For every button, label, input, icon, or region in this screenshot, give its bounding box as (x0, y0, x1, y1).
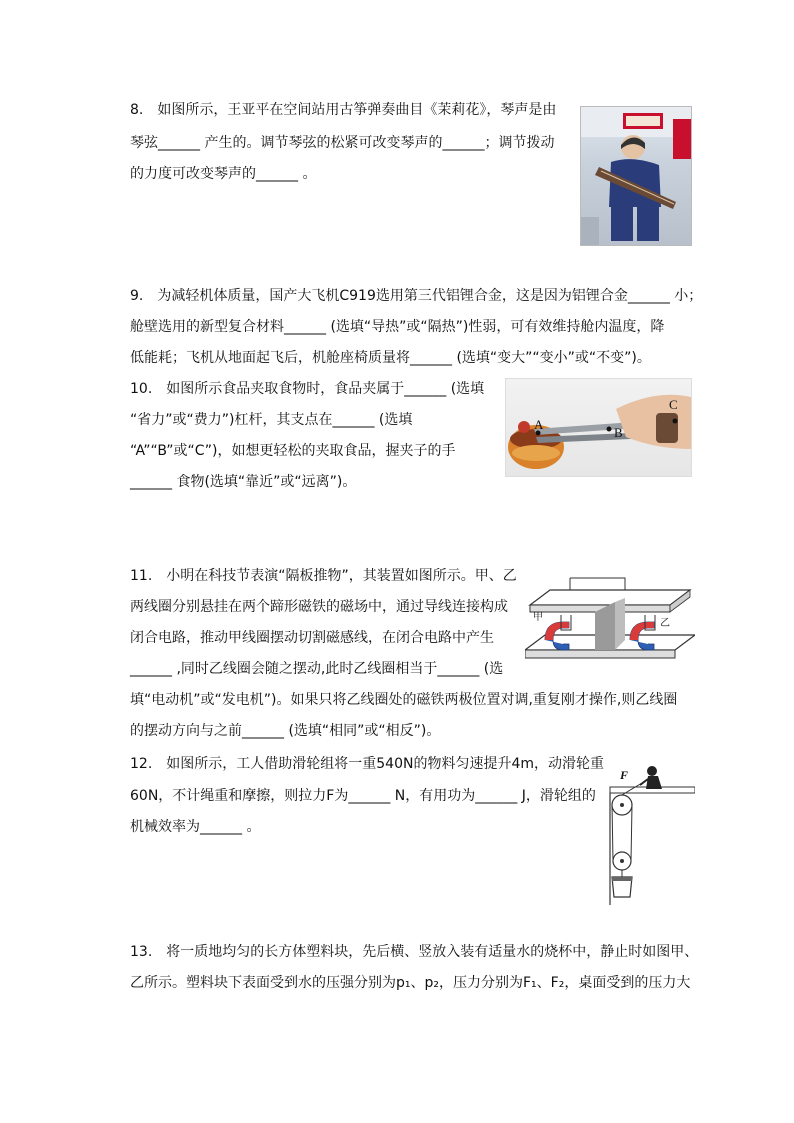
label-f: F (620, 768, 629, 782)
q12-line-1: 12. 如图所示，工人借助滑轮组将一重540N的物料匀速提升4m，动滑轮重 (130, 756, 605, 772)
magnets-coils-diagram (525, 570, 695, 670)
q10-line-4: ______ 食物(选填“靠近”或“远离”)。 (130, 474, 357, 490)
q11-line-3: 闭合电路，推动甲线圈摆动切割磁感线，在闭合电路中产生 (130, 630, 494, 646)
q9-line-3: 低能耗；飞机从地面起飞后，机舱座椅质量将______ (选填“变大”“变小”或“不变”)。 (130, 350, 651, 366)
label-jia: 甲 (533, 612, 543, 623)
q9-line-2: 舱壁选用的新型复合材料______ (选填“导热”或“隔热”)性弱，可有效维持舱内温度，降 (130, 319, 665, 335)
q11-line-4: ______ ,同时乙线圈会随之摆动,此时乙线圈相当于______ (选 (130, 661, 504, 677)
q11-line-2: 两线圈分别悬挂在两个蹄形磁铁的磁场中，通过导线连接构成 (130, 599, 508, 615)
q8-line-2: 琴弦______ 产生的。调节琴弦的松紧可改变琴声的______；调节拨动 (130, 135, 555, 151)
q11-line-1: 11. 小明在科技节表演“隔板推物”，其装置如图所示。甲、乙 (130, 568, 517, 584)
q12-line-2: 60N，不计绳重和摩擦，则拉力F为______ N，有用功为______ J，滑轮组的 (130, 788, 596, 804)
q10-line-3: “A”“B”或“C”)，如想更轻松的夹取食品，握夹子的手 (130, 443, 456, 459)
q13-line-1: 13. 将一质地均匀的长方体塑料块，先后横、竖放入装有适量水的烧杯中，静止时如图甲、 (130, 944, 699, 960)
q8-line-3: 的力度可改变琴声的______ 。 (130, 166, 317, 182)
q9-line-1: 9. 为减轻机体质量，国产大飞机C919选用第三代铝锂合金，这是因为铝锂合金______ 小； (130, 288, 703, 304)
tong-label-c: C (669, 397, 678, 412)
label-yi: 乙 (660, 618, 670, 629)
q8-line-1: 8. 如图所示，王亚平在空间站用古筝弹奏曲目《茉莉花》，琴声是由 (130, 102, 557, 118)
q10-line-1: 10. 如图所示食品夹取食物时，食品夹属于______ (选填 (130, 381, 485, 397)
q11-line-6: 的摆动方向与之前______ (选填“相同”或“相反”)。 (130, 723, 441, 739)
tong-label-a: A (534, 417, 544, 432)
q12-line-3: 机械效率为______ 。 (130, 819, 261, 835)
q10-line-2: “省力”或“费力”)杠杆，其支点在______ (选填 (130, 412, 413, 428)
tong-label-b: B (614, 425, 623, 440)
pulley-worker-diagram (600, 765, 695, 905)
q13-line-2: 乙所示。塑料块下表面受到水的压强分别为p₁、p₂，压力分别为F₁、F₂，桌面受到的压力大 (130, 975, 691, 991)
astronaut-guzheng-photo (580, 106, 692, 246)
q11-line-5: 填“电动机”或“发电机”)。如果只将乙线圈处的磁铁两极位置对调,重复刚才操作,则乙线圈 (130, 692, 678, 708)
food-tongs-photo (505, 378, 692, 477)
